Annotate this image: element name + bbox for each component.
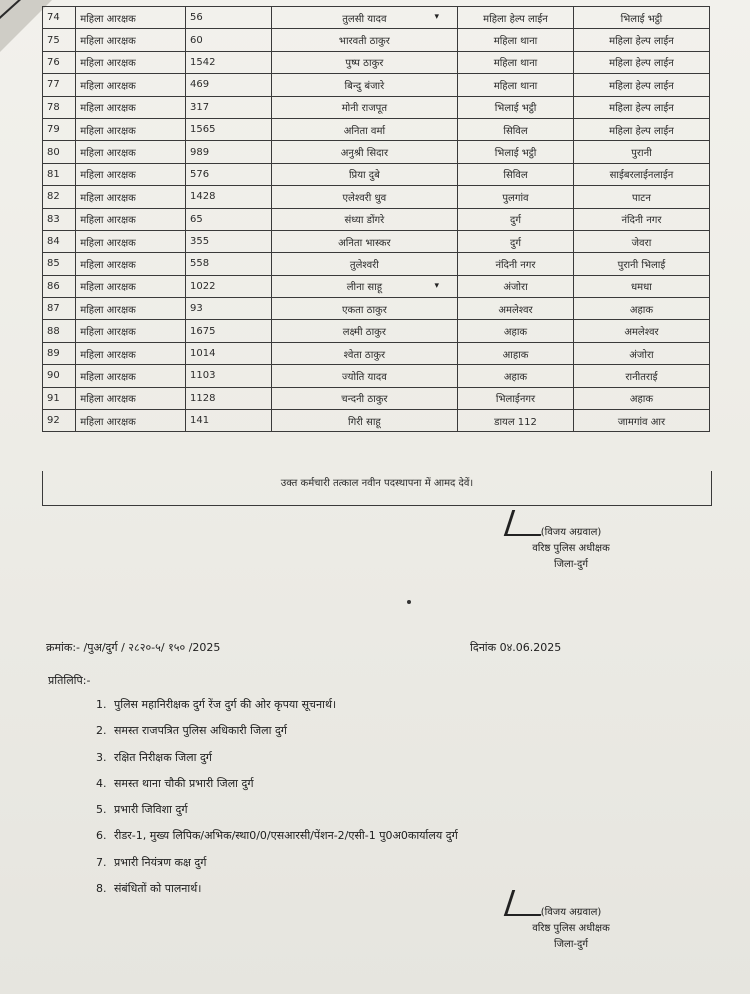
serial-number-text: 83: [47, 213, 60, 225]
employee-name-cell: [271, 96, 457, 118]
current-posting-text: महिला थाना: [493, 36, 538, 48]
table-row: [43, 253, 710, 275]
constable-number-cell: [186, 275, 272, 297]
employee-name-cell: [271, 163, 457, 185]
new-posting-cell: [573, 163, 709, 185]
roster-body: [43, 7, 710, 432]
serial-number-text: 82: [47, 191, 60, 203]
current-posting-cell: [458, 342, 574, 364]
rank-cell: [76, 298, 186, 320]
table-row: [43, 186, 710, 208]
new-posting-text: जामगांव आर: [617, 416, 666, 428]
current-posting-cell: [458, 298, 574, 320]
serial-number-text: 89: [47, 348, 60, 360]
employee-name-text: एकता ठाकुर: [341, 304, 387, 316]
reference-prefix: क्रमांक:- /पुअ/दुर्ग /: [46, 641, 125, 654]
employee-name-text: एलेश्वरी धुव: [342, 192, 387, 204]
current-posting-cell: [458, 208, 574, 230]
current-posting-text: भिलाई भट्ठी: [494, 103, 537, 115]
table-row: [43, 320, 710, 342]
table-row: [43, 29, 710, 51]
serial-number-text: 92: [47, 415, 60, 427]
constable-number-cell: [186, 141, 272, 163]
rank-text: महिला आरक्षक: [80, 148, 136, 160]
constable-number-cell: [186, 96, 272, 118]
order-date: दिनांक 0४.06.2025: [470, 641, 562, 654]
employee-name-cell: [271, 51, 457, 73]
employee-name-text: अनिता वर्मा: [343, 125, 386, 137]
new-posting-text: भिलाई भट्ठी: [620, 13, 663, 25]
serial-number-cell: [43, 118, 76, 140]
constable-number-cell: [186, 208, 272, 230]
signature-block-top: [496, 524, 646, 570]
employee-name-text: बिन्दु बंजारे: [344, 80, 385, 92]
constable-number-cell: [186, 51, 272, 73]
serial-number-cell: [43, 29, 76, 51]
current-posting-cell: [458, 275, 574, 297]
list-item: [96, 749, 696, 775]
rank-cell: [76, 96, 186, 118]
new-posting-cell: [573, 96, 709, 118]
employee-name-cell: [271, 365, 457, 387]
serial-number-cell: [43, 275, 76, 297]
serial-number-text: 80: [47, 146, 60, 158]
serial-number-text: 81: [47, 168, 60, 180]
list-item: [96, 880, 696, 906]
rank-text: महिला आरक्षक: [80, 13, 136, 25]
list-item-text: रीडर-1, मुख्य लिपिक/अभिक/स्था0/0/एसआरसी/पेंशन-2/एसी-1 पु0अ0कार्यालय दुर्ग: [114, 829, 458, 843]
rank-cell: [76, 253, 186, 275]
table-row: [43, 74, 710, 96]
new-posting-cell: [573, 74, 709, 96]
rank-text: महिला आरक्षक: [80, 80, 136, 92]
serial-number-text: 85: [47, 258, 60, 270]
serial-number-cell: [43, 74, 76, 96]
current-posting-text: अहाक: [503, 371, 528, 383]
new-posting-cell: [573, 141, 709, 163]
list-item-text: प्रभारी नियंत्रण कक्ष दुर्ग: [114, 855, 207, 869]
signature-block-bottom: [496, 904, 646, 950]
rank-text: महिला आरक्षक: [80, 215, 136, 227]
new-posting-text: महिला हेल्प लाईन: [609, 58, 674, 70]
employee-name-cell: [271, 7, 457, 29]
serial-number-text: 75: [47, 34, 60, 46]
list-item: [96, 696, 696, 722]
rank-text: महिला आरक्षक: [80, 371, 136, 383]
employee-name-cell: [271, 342, 457, 364]
employee-name-cell: [271, 410, 457, 432]
constable-number-text: 141: [190, 415, 210, 427]
ink-dot: [407, 600, 411, 604]
signatory-name: (विजय अग्रवाल): [540, 907, 602, 918]
current-posting-text: नंदिनी नगर: [495, 259, 536, 271]
employee-name-cell: [271, 253, 457, 275]
rank-cell: [76, 387, 186, 409]
current-posting-text: महिला थाना: [493, 80, 538, 92]
table-row: [43, 163, 710, 185]
rank-cell: [76, 230, 186, 252]
current-posting-text: डायल 112: [494, 416, 537, 428]
list-item: [96, 801, 696, 827]
copy-to-label: प्रतिलिपि:-: [48, 674, 91, 687]
table-row: [43, 7, 710, 29]
rank-text: महिला आरक्षक: [80, 304, 136, 316]
list-item-text: संबंधितों को पालनार्थ।: [114, 882, 202, 896]
constable-number-text: 1542: [190, 56, 216, 68]
table-row: [43, 230, 710, 252]
current-posting-cell: [458, 230, 574, 252]
new-posting-cell: [573, 208, 709, 230]
employee-name-cell: [271, 298, 457, 320]
constable-number-text: 60: [190, 34, 203, 46]
list-item-text: समस्त राजपत्रित पुलिस अधिकारी जिला दुर्ग: [114, 724, 287, 738]
current-posting-cell: [458, 253, 574, 275]
constable-number-cell: [186, 163, 272, 185]
rank-cell: [76, 365, 186, 387]
table-row: [43, 387, 710, 409]
new-posting-text: अहाक: [629, 304, 654, 316]
serial-number-cell: [43, 320, 76, 342]
rank-text: महिला आरक्षक: [80, 192, 136, 204]
new-posting-text: अहाक: [629, 394, 654, 406]
new-posting-cell: [573, 51, 709, 73]
constable-number-cell: [186, 387, 272, 409]
employee-name-cell: [271, 275, 457, 297]
new-posting-text: पुरानी भिलाई: [617, 259, 666, 271]
current-posting-text: अमलेश्वर: [498, 304, 533, 316]
list-item: [96, 854, 696, 880]
current-posting-cell: [458, 51, 574, 73]
current-posting-cell: [458, 118, 574, 140]
new-posting-text: अंजोरा: [629, 349, 654, 361]
signatory-district: जिला-दुर्ग: [554, 939, 588, 950]
new-posting-text: जेवरा: [631, 237, 652, 249]
constable-number-cell: [186, 230, 272, 252]
constable-number-cell: [186, 342, 272, 364]
serial-number-cell: [43, 141, 76, 163]
serial-number-cell: [43, 410, 76, 432]
new-posting-cell: [573, 365, 709, 387]
copy-to-list: [96, 696, 696, 906]
serial-number-cell: [43, 298, 76, 320]
list-item-number: 1.: [96, 698, 107, 711]
transfer-roster-table: [42, 6, 710, 432]
employee-name-cell: [271, 29, 457, 51]
rank-text: महिला आरक्षक: [80, 259, 136, 271]
constable-number-cell: [186, 320, 272, 342]
serial-number-text: 76: [47, 56, 60, 68]
current-posting-text: सिविल: [503, 125, 528, 137]
list-item-number: 8.: [96, 882, 107, 896]
new-posting-cell: [573, 342, 709, 364]
serial-number-text: 74: [47, 12, 60, 24]
constable-number-text: 469: [190, 79, 210, 91]
serial-number-text: 86: [47, 280, 60, 292]
serial-number-cell: [43, 163, 76, 185]
constable-number-text: 93: [190, 303, 203, 315]
rank-text: महिला आरक्षक: [80, 282, 136, 294]
constable-number-text: 56: [190, 12, 203, 24]
constable-number-text: 1014: [190, 348, 216, 360]
serial-number-text: 84: [47, 236, 60, 248]
new-posting-text: पाटन: [632, 192, 651, 204]
current-posting-cell: [458, 186, 574, 208]
employee-name-cell: [271, 230, 457, 252]
constable-number-text: 558: [190, 258, 210, 270]
current-posting-cell: [458, 29, 574, 51]
employee-name-cell: [271, 186, 457, 208]
current-posting-cell: [458, 7, 574, 29]
current-posting-text: अहाक: [503, 327, 528, 339]
serial-number-cell: [43, 342, 76, 364]
new-posting-cell: [573, 387, 709, 409]
employee-name-cell: [271, 208, 457, 230]
employee-name-cell: [271, 387, 457, 409]
constable-number-text: 1128: [190, 392, 216, 404]
new-posting-text: महिला हेल्प लाईन: [609, 80, 674, 92]
signatory-designation: वरिष्ठ पुलिस अधीक्षक: [532, 543, 610, 554]
constable-number-cell: [186, 7, 272, 29]
employee-name-cell: [271, 141, 457, 163]
employee-name-text: अनुश्री सिदार: [340, 148, 389, 160]
constable-number-text: 355: [190, 236, 210, 248]
employee-name-text: अनिता भास्कर: [338, 237, 391, 249]
current-posting-text: पुलगांव: [502, 192, 529, 204]
employee-name-text: संध्या डोंगरे: [344, 215, 385, 227]
table-row: [43, 410, 710, 432]
rank-cell: [76, 163, 186, 185]
constable-number-text: 1103: [190, 370, 216, 382]
employee-name-text: प्रिया दुबे: [348, 170, 380, 182]
rank-text: महिला आरक्षक: [80, 58, 136, 70]
employee-name-cell: [271, 74, 457, 96]
constable-number-text: 989: [190, 146, 210, 158]
table-row: [43, 298, 710, 320]
employee-name-text: पुष्प ठाकुर: [345, 58, 384, 70]
new-posting-cell: [573, 230, 709, 252]
rank-cell: [76, 208, 186, 230]
constable-number-text: 576: [190, 168, 210, 180]
constable-number-cell: [186, 29, 272, 51]
serial-number-cell: [43, 7, 76, 29]
rank-cell: [76, 7, 186, 29]
rank-text: महिला आरक्षक: [80, 394, 136, 406]
list-item: [96, 775, 696, 801]
list-item: [96, 827, 696, 853]
list-item-number: 3.: [96, 750, 107, 764]
rank-cell: [76, 74, 186, 96]
current-posting-text: अंजोरा: [503, 282, 528, 294]
new-posting-cell: [573, 118, 709, 140]
current-posting-text: भिलाई भट्ठी: [494, 148, 537, 160]
new-posting-text: अमलेश्वर: [624, 327, 659, 339]
constable-number-text: 1022: [190, 280, 216, 292]
new-posting-cell: [573, 186, 709, 208]
rank-cell: [76, 320, 186, 342]
table-row: [43, 342, 710, 364]
rank-text: महिला आरक्षक: [80, 36, 136, 48]
serial-number-cell: [43, 51, 76, 73]
rank-cell: [76, 118, 186, 140]
current-posting-text: सिविल: [503, 170, 528, 182]
current-posting-cell: [458, 320, 574, 342]
serial-number-text: 90: [47, 370, 60, 382]
constable-number-cell: [186, 118, 272, 140]
employee-name-text: श्वेता ठाकुर: [343, 349, 386, 361]
serial-number-text: 77: [47, 79, 60, 91]
current-posting-text: आहाक: [502, 349, 529, 361]
signatory-name: (विजय अग्रवाल): [540, 527, 602, 538]
current-posting-text: दुर्ग: [510, 215, 521, 227]
employee-name-text: तुलसी यादव: [342, 13, 387, 25]
rank-cell: [76, 186, 186, 208]
constable-number-cell: [186, 253, 272, 275]
serial-number-cell: [43, 253, 76, 275]
new-posting-cell: [573, 253, 709, 275]
current-posting-text: महिला हेल्प लाईन: [483, 13, 548, 25]
current-posting-text: भिलाईनगर: [495, 394, 536, 406]
serial-number-text: 79: [47, 124, 60, 136]
serial-number-text: 88: [47, 325, 60, 337]
employee-name-cell: [271, 118, 457, 140]
serial-number-text: 78: [47, 101, 60, 113]
constable-number-text: 1675: [190, 325, 216, 337]
rank-text: महिला आरक्षक: [80, 170, 136, 182]
current-posting-cell: [458, 141, 574, 163]
employee-name-text: लक्ष्मी ठाकुर: [342, 327, 386, 339]
list-item-number: 5.: [96, 803, 107, 817]
new-posting-cell: [573, 410, 709, 432]
table-row: [43, 51, 710, 73]
constable-number-text: 1428: [190, 191, 216, 203]
list-item-number: 2.: [96, 724, 107, 738]
new-posting-text: नंदिनी नगर: [621, 215, 662, 227]
list-item-text: प्रभारी जिविशा दुर्ग: [114, 803, 188, 817]
employee-name-cell: [271, 320, 457, 342]
new-posting-text: रानीतराई: [625, 371, 658, 383]
constable-number-text: 65: [190, 213, 203, 225]
employee-name-text: भारवती ठाकुर: [338, 36, 390, 48]
new-posting-text: महिला हेल्प लाईन: [609, 103, 674, 115]
employee-name-text: ज्योति यादव: [341, 371, 387, 383]
employee-name-text: गिरी साहू: [348, 416, 381, 428]
rank-text: महिला आरक्षक: [80, 237, 136, 249]
constable-number-text: 1565: [190, 124, 216, 136]
constable-number-cell: [186, 186, 272, 208]
table-row: [43, 365, 710, 387]
constable-number-cell: [186, 298, 272, 320]
new-posting-text: महिला हेल्प लाईन: [609, 36, 674, 48]
signatory-district: जिला-दुर्ग: [554, 559, 588, 570]
rank-cell: [76, 275, 186, 297]
current-posting-cell: [458, 387, 574, 409]
serial-number-cell: [43, 186, 76, 208]
constable-number-cell: [186, 410, 272, 432]
list-item: [96, 722, 696, 748]
current-posting-text: दुर्ग: [510, 237, 521, 249]
signatory-designation: वरिष्ठ पुलिस अधीक्षक: [532, 923, 610, 934]
roster-footer-note: उक्त कर्मचारी तत्काल नवीन पदस्थापना में आमद देवें।: [42, 471, 712, 506]
current-posting-cell: [458, 74, 574, 96]
employee-name-text: मोनी राजपूत: [341, 103, 388, 115]
reference-line: [46, 640, 220, 655]
serial-number-cell: [43, 387, 76, 409]
ink-arrow-mark: ▾: [434, 12, 440, 22]
new-posting-text: पुरानी: [631, 148, 652, 160]
reference-number: २८२०-५/ १५० /2025: [128, 641, 221, 654]
rank-text: महिला आरक्षक: [80, 103, 136, 115]
rank-cell: [76, 342, 186, 364]
constable-number-text: 317: [190, 101, 210, 113]
new-posting-text: महिला हेल्प लाईन: [609, 125, 674, 137]
rank-text: महिला आरक्षक: [80, 349, 136, 361]
list-item-text: रक्षित निरीक्षक जिला दुर्ग: [114, 750, 212, 764]
serial-number-cell: [43, 208, 76, 230]
rank-cell: [76, 29, 186, 51]
rank-cell: [76, 410, 186, 432]
new-posting-text: धमधा: [631, 282, 652, 294]
employee-name-text: तुलेश्वरी: [349, 259, 379, 271]
list-item-text: पुलिस महानिरीक्षक दुर्ग रेंज दुर्ग की ओर कृपया सूचनार्थ।: [114, 698, 337, 711]
current-posting-text: महिला थाना: [493, 58, 538, 70]
rank-text: महिला आरक्षक: [80, 416, 136, 428]
new-posting-cell: [573, 7, 709, 29]
table-row: [43, 208, 710, 230]
table-row: [43, 275, 710, 297]
new-posting-text: साईबरलाईनलाईन: [609, 170, 674, 182]
list-item-number: 6.: [96, 829, 107, 843]
current-posting-cell: [458, 365, 574, 387]
employee-name-text: लीना साहू: [346, 282, 383, 294]
ink-arrow-mark: ▾: [434, 280, 440, 291]
serial-number-text: 87: [47, 303, 60, 315]
constable-number-cell: [186, 74, 272, 96]
rank-cell: [76, 51, 186, 73]
constable-number-cell: [186, 365, 272, 387]
serial-number-text: 91: [47, 392, 60, 404]
rank-text: महिला आरक्षक: [80, 125, 136, 137]
list-item-number: 4.: [96, 776, 107, 790]
new-posting-cell: [573, 320, 709, 342]
table-row: [43, 141, 710, 163]
current-posting-cell: [458, 96, 574, 118]
rank-text: महिला आरक्षक: [80, 327, 136, 339]
current-posting-cell: [458, 163, 574, 185]
table-row: [43, 96, 710, 118]
serial-number-cell: [43, 365, 76, 387]
list-item-number: 7.: [96, 855, 107, 869]
serial-number-cell: [43, 230, 76, 252]
new-posting-cell: [573, 29, 709, 51]
serial-number-cell: [43, 96, 76, 118]
rank-cell: [76, 141, 186, 163]
new-posting-cell: [573, 275, 709, 297]
employee-name-text: चन्दनी ठाकुर: [341, 394, 388, 406]
table-row: [43, 118, 710, 140]
new-posting-cell: [573, 298, 709, 320]
list-item-text: समस्त थाना चौकी प्रभारी जिला दुर्ग: [114, 776, 254, 790]
current-posting-cell: [458, 410, 574, 432]
